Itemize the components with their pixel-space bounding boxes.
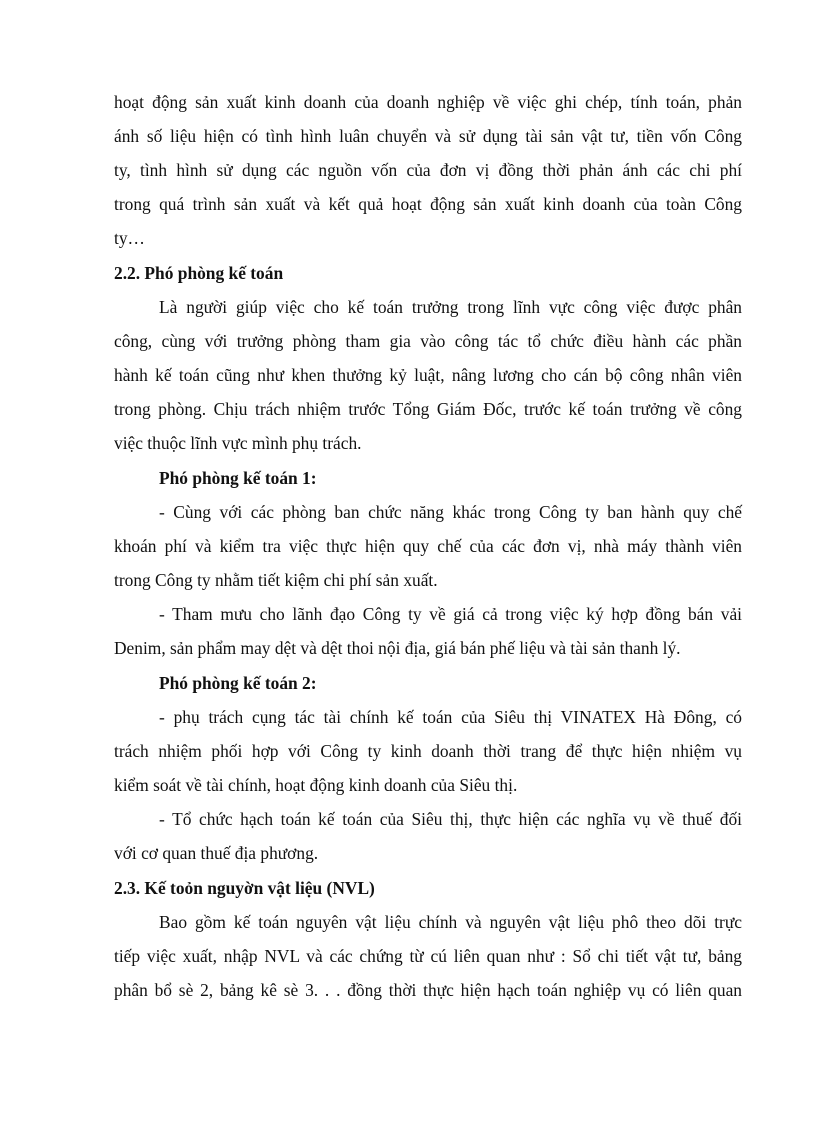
text-line: trong phòng. Chịu trách nhiệm trước Tổng Giám Đốc, trước kế toán trưởng về công bbox=[114, 399, 742, 419]
text-line: khoán phí và kiểm tra việc thực hiện quy chế của các đơn vị, nhà máy thành viên bbox=[114, 536, 742, 556]
text-line: phân bổ sè 2, bảng kê sè 3. . . đồng thời thực hiện hạch toán nghiệp vụ có liên quan bbox=[114, 980, 742, 1000]
text-line: với cơ quan thuế địa phương. bbox=[114, 843, 319, 863]
section-heading-2-2: 2.2. Phó phòng kế toán bbox=[114, 263, 284, 283]
text-line: trong Công ty nhằm tiết kiệm chi phí sản xuất. bbox=[114, 570, 438, 590]
text-line: ty… bbox=[114, 228, 145, 248]
text-line: công, cùng với trưởng phòng tham gia vào công tác tổ chức điều hành các phần bbox=[114, 331, 742, 351]
text-line: Denim, sản phẩm may dệt và dệt thoi nội địa, giá bán phế liệu và tài sản thanh lý. bbox=[114, 638, 681, 658]
text-line: kiểm soát về tài chính, hoạt động kinh doanh của Siêu thị. bbox=[114, 775, 518, 795]
text-line: Bao gồm kế toán nguyên vật liệu chính và nguyên vật liệu phô theo dõi trực bbox=[159, 912, 742, 932]
text-line: - Tham mưu cho lãnh đạo Công ty về giá cả trong việc ký hợp đồng bán vải bbox=[159, 604, 742, 624]
text-line: ty, tình hình sử dụng các nguồn vốn của đơn vị đồng thời phản ánh các chi phí bbox=[114, 160, 742, 180]
text-line: - phụ trách cụng tác tài chính kế toán của Siêu thị VINATEX Hà Đông, có bbox=[159, 707, 742, 727]
text-line: - Tổ chức hạch toán kế toán của Siêu thị, thực hiện các nghĩa vụ về thuế đối bbox=[159, 809, 742, 829]
text-line: trong quá trình sản xuất và kết quả hoạt động sản xuất kinh doanh của toàn Công bbox=[114, 194, 742, 214]
text-line: Là người giúp việc cho kế toán trưởng trong lĩnh vực công việc được phân bbox=[159, 297, 742, 317]
text-line: tiếp việc xuất, nhập NVL và các chứng từ cú liên quan như : Sổ chi tiết vật tư, bảng bbox=[114, 946, 742, 966]
subheading-deputy-1: Phó phòng kế toán 1: bbox=[159, 468, 317, 488]
subheading-deputy-2: Phó phòng kế toán 2: bbox=[159, 673, 317, 693]
section-heading-2-3: 2.3. Kế toỏn nguyờn vật liệu (NVL) bbox=[114, 878, 375, 898]
text-line: - Cùng với các phòng ban chức năng khác trong Công ty ban hành quy chế bbox=[159, 502, 742, 522]
text-line: trách nhiệm phối hợp với Công ty kinh doanh thời trang để thực hiện nhiệm vụ bbox=[114, 741, 742, 761]
text-line: hành kế toán cũng như khen thưởng kỷ luật, nâng lương cho cán bộ công nhân viên bbox=[114, 365, 742, 385]
text-line: ánh số liệu hiện có tình hình luân chuyển và sử dụng tài sản vật tư, tiền vốn Công bbox=[114, 126, 742, 146]
text-line: hoạt động sản xuất kinh doanh của doanh nghiệp về việc ghi chép, tính toán, phản bbox=[114, 92, 742, 112]
text-line: việc thuộc lĩnh vực mình phụ trách. bbox=[114, 433, 362, 453]
